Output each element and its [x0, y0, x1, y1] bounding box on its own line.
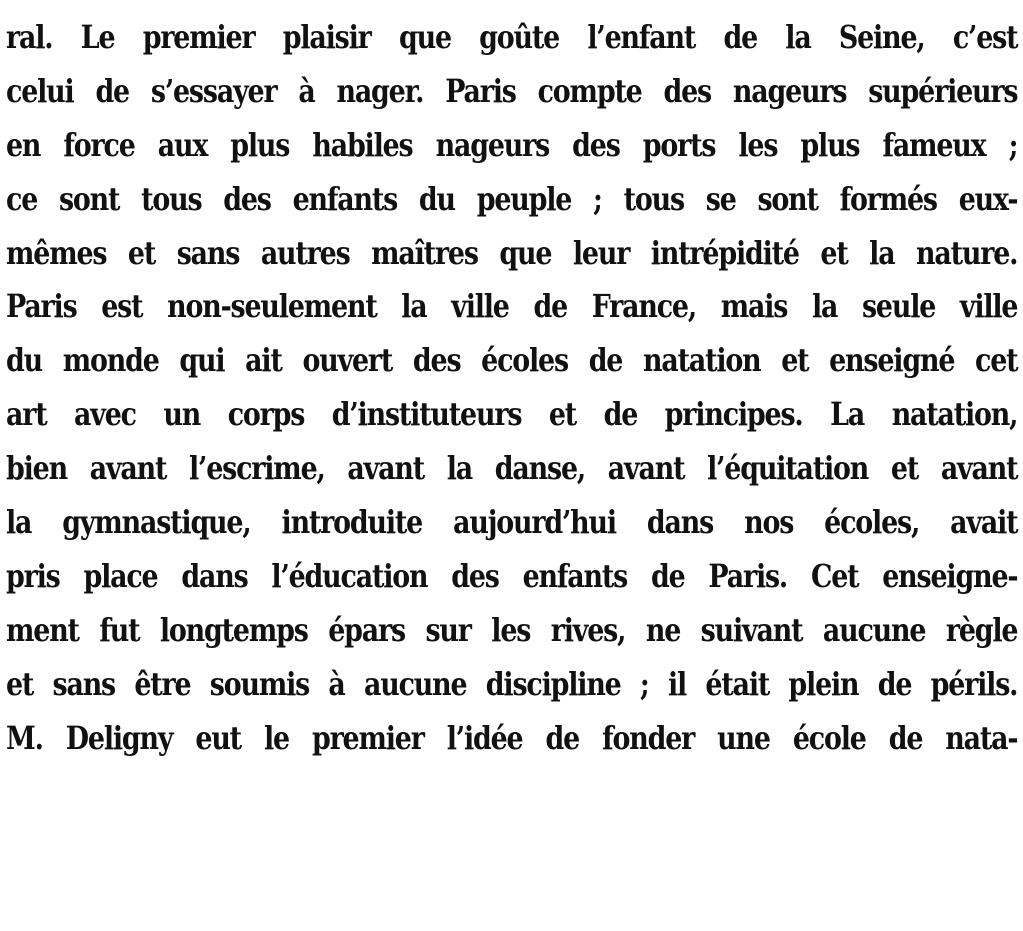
text-line-1: ral. Le premier plaisir que goûte l’enfant de la Seine, c’est: [6, 18, 1018, 56]
text-line-8: art avec un corps d’instituteurs et de principes. La natation,: [6, 395, 1018, 434]
text-line-11: pris place dans l’éducation des enfants de Paris. Cet enseigne-: [6, 556, 1018, 595]
text-line-10: la gymnastique, introduite aujourd’hui dans nos écoles, avait: [6, 503, 1018, 542]
text-line-9: bien avant l’escrime, avant la danse, avant l’équitation et avant: [6, 449, 1018, 488]
text-line-12: ment fut longtemps épars sur les rives, ne suivant aucune règle: [6, 610, 1018, 649]
text-line-6: Paris est non-seulement la ville de France, mais la seule ville: [6, 287, 1018, 326]
text-line-14: M. Deligny eut le premier l’idée de fonder une école de nata-: [6, 718, 1018, 757]
body-text: [6, 11, 1018, 765]
text-line-13: et sans être soumis à aucune discipline ; il était plein de périls.: [6, 664, 1018, 703]
text-line-4: ce sont tous des enfants du peuple ; tous se sont formés eux-: [6, 179, 1018, 218]
text-line-5: mêmes et sans autres maîtres que leur intrépidité et la nature.: [6, 233, 1018, 272]
text-line-3: en force aux plus habiles nageurs des ports les plus fameux ;: [6, 125, 1018, 164]
text-line-7: du monde qui ait ouvert des écoles de natation et enseigné cet: [6, 341, 1018, 380]
text-line-2: celui de s’essayer à nager. Paris compte des nageurs supérieurs: [6, 71, 1018, 110]
